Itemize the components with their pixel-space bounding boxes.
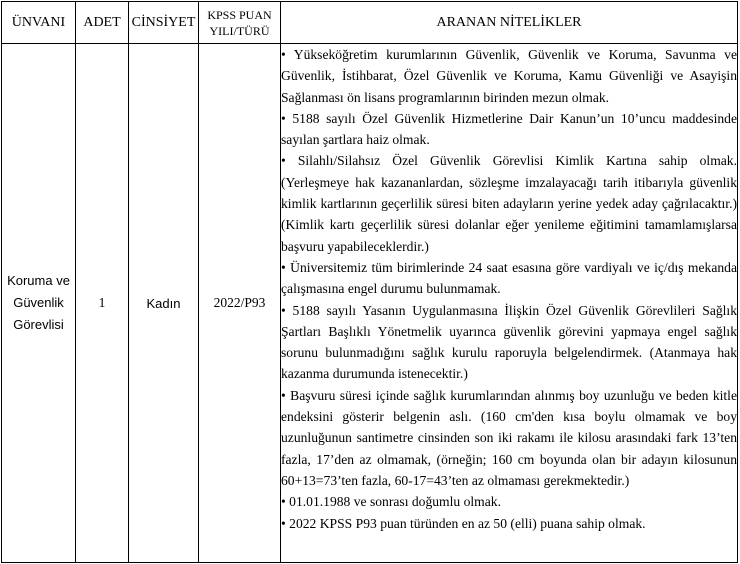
requirement-item: • Üniversitemiz tüm birimlerinde 24 saat esasına göre vardiyalı ve iç/dış mekanda çalışmasına engel durumu bulunmamak. [281, 259, 737, 297]
header-row [2, 2, 738, 44]
requirement-item: • 5188 sayılı Özel Güvenlik Hizmetlerine Dair Kanun’un 10’uncu maddesinde sayılan şartlara haiz olmak. [281, 110, 737, 148]
cell-cinsiyet: Kadın [129, 44, 199, 563]
cell-kpss: 2022/P93 [199, 44, 281, 563]
requirement-item: • Yükseköğretim kurumlarının Güvenlik, Güvenlik ve Koruma, Savunma ve Güvenlik, İstihbarat, Özel Güvenlik ve Koruma, Kamu Güvenliği ve Asayişin Sağlanması ön lisans programlarının birinden mezun olmak. [281, 47, 737, 105]
requirement-item: • Başvuru süresi içinde sağlık kurumlarından alınmış boy uzunluğu ve beden kitle endeksini gösterir belgenin aslı. (160 cm'den kısa boylu olmamak ve boy uzunluğunun santimetre cinsinden son iki rakamı ile kilosu arasındaki fark 13’ten fazla, 17’den az olmamak, (örneğin; 160 cm boyunda olan bir adayın kilosunun 60+13=73’ten fazla, 60-17=43’ten az olmaması gerekmektedir.) [281, 387, 737, 488]
cell-requirements [281, 44, 738, 563]
header-unvan: ÜNVANI [2, 2, 76, 44]
header-adet: ADET [76, 2, 129, 44]
requirement-item: • Silahlı/Silahsız Özel Güvenlik Görevlisi Kimlik Kartına sahip olmak. (Yerleşmeye hak kazananlardan, sözleşme imzalayacağı tarih itibarıyla güvenlik kimlik kartlarının geçerlilik süresi biten adayların yerine yedek aday çağrılacaktır.) (Kimlik kartı geçerlilik süresi dolanlar eğer yenileme eğitimini tamamlamışlarsa başvuru yapabileceklerdir.) [281, 153, 737, 254]
requirements-table [1, 1, 738, 563]
header-kpss-line2: YILI/TÜRÜ [209, 23, 270, 38]
unvan-line1: Koruma ve [7, 273, 70, 288]
requirement-item: • 01.01.1988 ve sonrası doğumlu olmak. [281, 494, 501, 510]
cell-adet: 1 [76, 44, 129, 563]
header-cinsiyet: CİNSİYET [129, 2, 199, 44]
header-nitelikler: ARANAN NİTELİKLER [281, 2, 738, 44]
header-kpss [199, 2, 281, 44]
unvan-line2: Güvenlik [13, 295, 64, 310]
table-row [2, 44, 738, 563]
requirement-item: • 5188 sayılı Yasanın Uygulanmasına İlişkin Özel Güvenlik Görevlileri Sağlık Şartları Başlıklı Yönetmelik uyarınca güvenlik görevini yapmaya engel sağlık sorunu bulunmadığını sağlık kurulu raporuyla belgelendirmek. (Atanmaya hak kazanma durumunda istenecektir.) [281, 302, 737, 382]
requirement-item: • 2022 KPSS P93 puan türünden en az 50 (elli) puana sahip olmak. [281, 515, 646, 531]
header-kpss-line1: KPSS PUAN [207, 7, 272, 22]
cell-unvan [2, 44, 76, 563]
unvan-line3: Görevlisi [13, 317, 64, 332]
